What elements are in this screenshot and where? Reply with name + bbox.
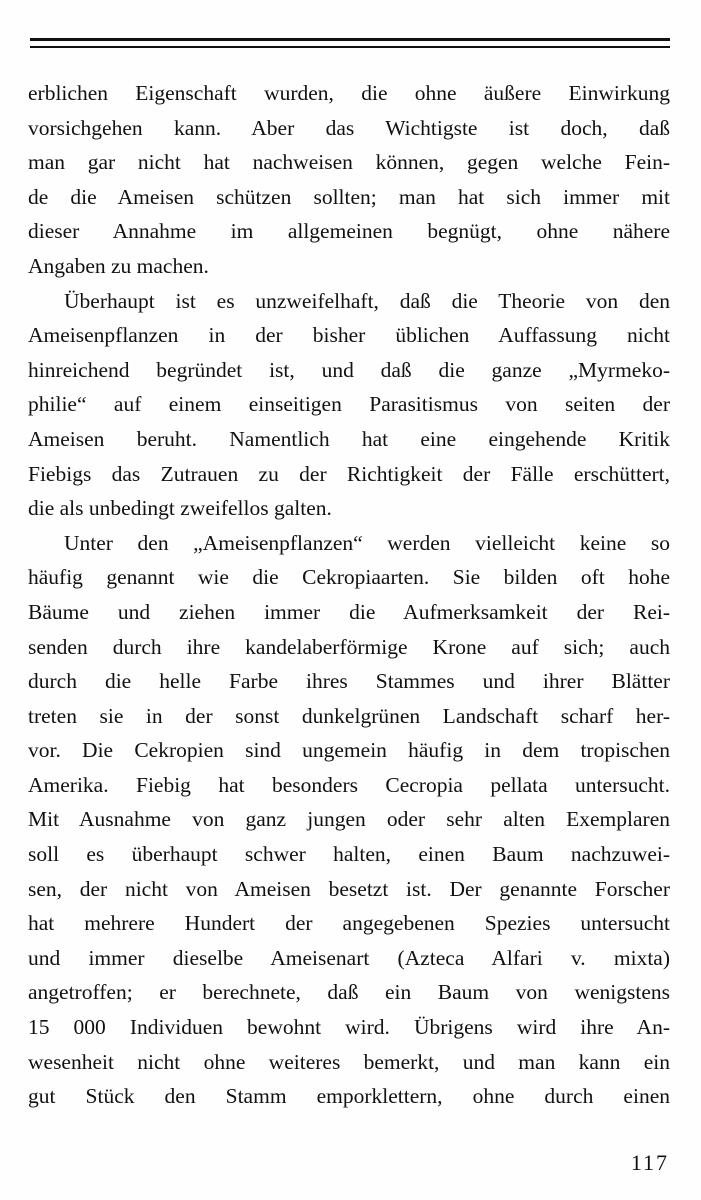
text-line: Mit Ausnahme von ganz jungen oder sehr alten Exemplaren: [28, 807, 670, 832]
text-line: Fiebigs das Zutrauen zu der Richtigkeit der Fälle erschüttert,: [28, 461, 670, 486]
text-line: vor. Die Cekropien sind ungemein häufig in dem tropischen: [28, 738, 670, 763]
text-line: gut Stück den Stamm emporklettern, ohne durch einen: [28, 1084, 670, 1109]
text-line: dieser Annahme im allgemeinen begnügt, ohne nähere: [28, 219, 670, 244]
text-line: treten sie in der sonst dunkelgrünen Landschaft scharf her-: [28, 703, 670, 728]
text-line: angetroffen; er berechnete, daß ein Baum von wenigstens: [28, 980, 670, 1005]
text-line: vorsichgehen kann. Aber das Wichtigste ist doch, daß: [28, 115, 670, 140]
header-rule-top: [30, 38, 670, 41]
text-line: die als unbedingt zweifellos galten.: [28, 496, 332, 521]
text-line: Bäume und ziehen immer die Aufmerksamkeit der Rei-: [28, 599, 670, 624]
text-line: de die Ameisen schützen sollten; man hat sich immer mit: [28, 184, 670, 209]
text-line: wesenheit nicht ohne weiteres bemerkt, und man kann ein: [28, 1049, 670, 1074]
text-line: hinreichend begründet ist, und daß die ganze „Myrmeko-: [28, 357, 670, 382]
page-number: 117: [630, 1150, 669, 1175]
text-line: erblichen Eigenschaft wurden, die ohne äußere Einwirkung: [28, 81, 670, 105]
text-line: durch die helle Farbe ihres Stammes und ihrer Blätter: [28, 669, 670, 694]
header-rule-bottom: [30, 46, 670, 48]
text-line: soll es überhaupt schwer halten, einen Baum nachzuwei-: [28, 842, 670, 867]
text-line: 15 000 Individuen bewohnt wird. Übrigens wird ihre An-: [28, 1015, 670, 1040]
text-line: Ameisen beruht. Namentlich hat eine eingehende Kritik: [28, 426, 670, 451]
text-line: Ameisenpflanzen in der bisher üblichen Auffassung nicht: [28, 323, 670, 348]
text-line: senden durch ihre kandelaberförmige Krone auf sich; auch: [28, 634, 670, 659]
text-line: sen, der nicht von Ameisen besetzt ist. Der genannte Forscher: [28, 876, 670, 901]
text-line: und immer dieselbe Ameisenart (Azteca Alfari v. mixta): [28, 945, 670, 970]
text-line: philie“ auf einem einseitigen Parasitismus von seiten der: [28, 392, 670, 417]
text-line: häufig genannt wie die Cekropiaarten. Sie bilden oft hohe: [28, 565, 670, 590]
text-line: Amerika. Fiebig hat besonders Cecropia pellata untersucht.: [28, 772, 670, 797]
text-line: Überhaupt ist es unzweifelhaft, daß die Theorie von den: [64, 288, 670, 313]
text-line: Unter den „Ameisenpflanzen“ werden vielleicht keine so: [64, 530, 670, 555]
text-line: man gar nicht hat nachweisen können, gegen welche Fein-: [28, 150, 670, 175]
text-line: hat mehrere Hundert der angegebenen Spezies untersucht: [28, 911, 670, 936]
body-text: [28, 76, 670, 1114]
text-line: Angaben zu machen.: [28, 253, 209, 278]
